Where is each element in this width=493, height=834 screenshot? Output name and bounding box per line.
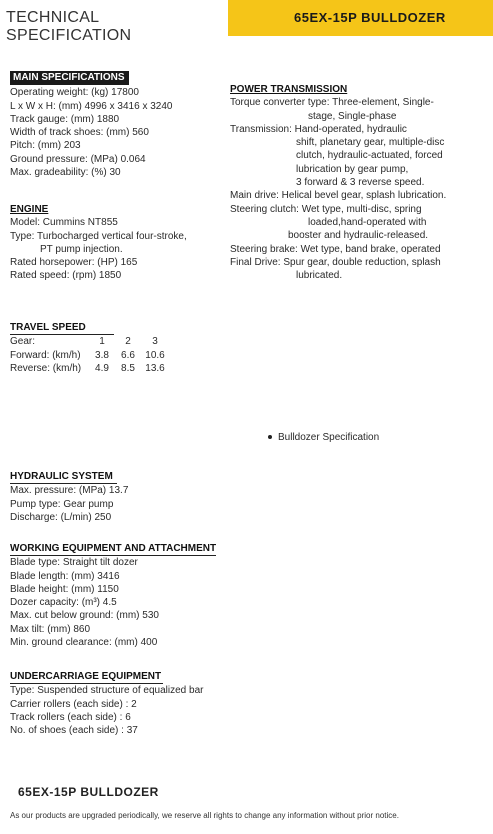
- spec-line: shift, planetary gear, multiple-disc: [296, 137, 445, 149]
- spec-line: Max. gradeability: (%) 30: [10, 167, 121, 179]
- spec-line: Max. cut below ground: (mm) 530: [10, 610, 159, 622]
- spec-line: Blade length: (mm) 3416: [10, 570, 120, 582]
- table-cell: 13.6: [145, 362, 165, 374]
- table-cell: 10.6: [145, 349, 165, 361]
- table-cell: Gear:: [10, 336, 36, 348]
- table-cell: 2: [125, 336, 131, 348]
- hydraulic-heading: HYDRAULIC SYSTEM: [10, 470, 117, 484]
- spec-line: Final Drive: Spur gear, double reduction, splash: [230, 256, 441, 268]
- spec-line: Track rollers (each side) : 6: [10, 711, 131, 723]
- spec-line: Max. pressure: (MPa) 13.7: [10, 485, 129, 497]
- table-cell: 3: [152, 336, 158, 348]
- table-cell: 4.9: [95, 362, 109, 374]
- table-cell: 8.5: [121, 362, 135, 374]
- spec-line: Operating weight: (kg) 17800: [10, 87, 139, 99]
- table-cell: 3.8: [95, 349, 109, 361]
- spec-line: Pump type: Gear pump: [10, 498, 114, 510]
- title-right-panel: [228, 0, 493, 36]
- spec-line: booster and hydraulic-released.: [288, 230, 429, 242]
- spec-line: Steering clutch: Wet type, multi-disc, spring: [230, 203, 422, 215]
- spec-line: L x W x H: (mm) 4996 x 3416 x 3240: [10, 100, 173, 112]
- table-row: [10, 362, 170, 375]
- spec-line: Steering brake: Wet type, band brake, operated: [230, 243, 441, 255]
- spec-line: Type: Suspended structure of equalized bar: [10, 685, 204, 697]
- spec-line: lubricated.: [296, 270, 343, 282]
- title-left-panel: [0, 0, 228, 44]
- table-cell: 1: [99, 336, 105, 348]
- power-transmission-section: [230, 83, 446, 282]
- engine-heading: ENGINE: [10, 204, 49, 215]
- undercarriage-heading: UNDERCARRIAGE EQUIPMENT: [10, 670, 163, 684]
- undercarriage-section: [10, 670, 203, 737]
- spec-line: PT pump injection.: [40, 243, 123, 255]
- spec-line: stage, Single-phase: [308, 110, 397, 122]
- spec-line: Carrier rollers (each side) : 2: [10, 698, 137, 710]
- footer-title: 65EX-15P BULLDOZER: [18, 785, 159, 799]
- spec-line: Rated speed: (rpm) 1850: [10, 270, 122, 282]
- spec-line: Dozer capacity: (m³) 4.5: [10, 597, 117, 609]
- spec-line: Track gauge: (mm) 1880: [10, 113, 120, 125]
- power-transmission-heading: POWER TRANSMISSION: [230, 84, 348, 95]
- spec-line: 3 forward & 3 reverse speed.: [296, 177, 425, 189]
- spec-line: Ground pressure: (MPa) 0.064: [10, 153, 146, 165]
- travel-speed-heading: TRAVEL SPEED: [10, 321, 114, 335]
- main-specs-heading: MAIN SPECIFICATIONS: [10, 71, 129, 85]
- engine-section: [10, 203, 187, 283]
- spec-line: Blade type: Straight tilt dozer: [10, 557, 138, 569]
- spec-line: loaded,hand-operated with: [308, 216, 427, 228]
- spec-line: clutch, hydraulic-actuated, forced: [296, 150, 443, 162]
- travel-speed-section: [10, 321, 170, 375]
- table-cell: Reverse: (km/h): [10, 362, 82, 374]
- table-row: [10, 349, 170, 362]
- spec-line: lubrication by gear pump,: [296, 163, 409, 175]
- spec-line: Main drive: Helical bevel gear, splash lubrication.: [230, 190, 447, 202]
- spec-line: Rated horsepower: (HP) 165: [10, 257, 138, 269]
- travel-speed-table: [10, 335, 170, 375]
- bullet-icon: [268, 435, 272, 439]
- spec-line: Discharge: (L/min) 250: [10, 511, 112, 523]
- main-specs-section: [10, 71, 172, 179]
- working-equipment-section: [10, 542, 216, 649]
- page-title: TECHNICAL SPECIFICATION: [6, 9, 132, 44]
- spec-line: Torque converter type: Three-element, Single-: [230, 97, 434, 109]
- hydraulic-section: [10, 470, 128, 524]
- spec-line: Blade height: (mm) 1150: [10, 583, 119, 595]
- working-equipment-heading: WORKING EQUIPMENT AND ATTACHMENT: [10, 542, 216, 556]
- product-title: 65EX-15P BULLDOZER: [294, 10, 446, 25]
- table-cell: 6.6: [121, 349, 135, 361]
- spec-line: Pitch: (mm) 203: [10, 140, 81, 152]
- spec-line: Width of track shoes: (mm) 560: [10, 127, 149, 139]
- table-row: [10, 335, 170, 348]
- spec-line: Type: Turbocharged vertical four-stroke,: [10, 230, 187, 242]
- footer-disclaimer: As our products are upgraded periodically, we reserve all rights to change any information without prior notice.: [10, 811, 399, 820]
- spec-line: No. of shoes (each side) : 37: [10, 725, 138, 737]
- caption-text: Bulldozer Specification: [278, 432, 380, 443]
- spec-line: Model: Cummins NT855: [10, 217, 118, 229]
- spec-line: Max tilt: (mm) 860: [10, 623, 91, 635]
- title-bar: [0, 0, 493, 44]
- spec-line: Min. ground clearance: (mm) 400: [10, 637, 158, 649]
- table-cell: Forward: (km/h): [10, 349, 81, 361]
- spec-line: Transmission: Hand-operated, hydraulic: [230, 123, 407, 135]
- bulldozer-spec-caption: [268, 432, 379, 443]
